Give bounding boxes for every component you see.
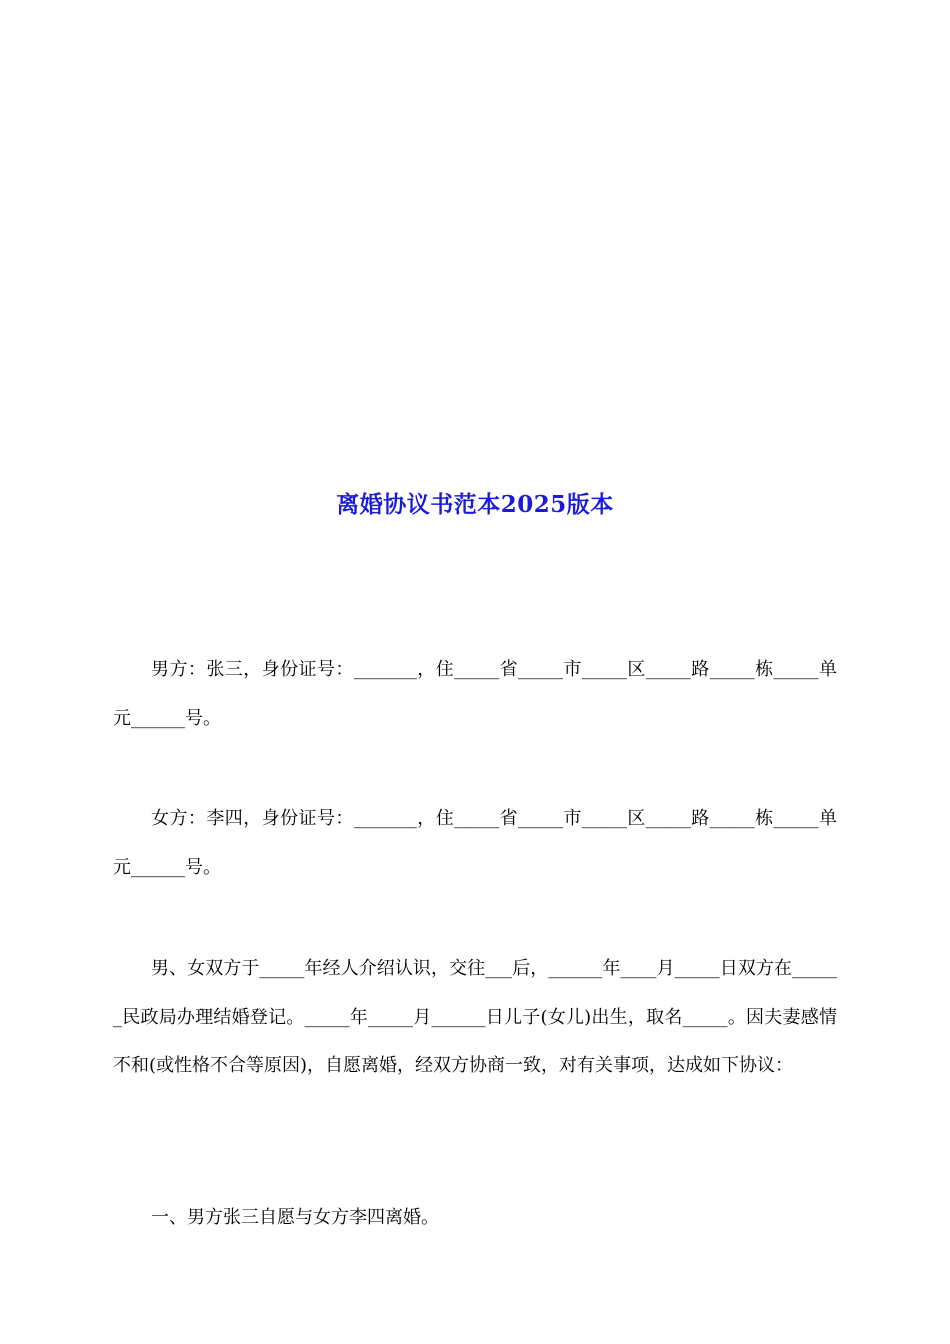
paragraph-male-party: 男方：张三，身份证号：_______，住_____省_____市_____区_____路_____栋_____单元______号。	[113, 659, 837, 729]
paragraph-marriage-background: 男、女双方于_____年经人介绍认识，交往___后，______年____月_____日双方在______民政局办理结婚登记。_____年_____月______日儿子(女儿)出生，取名_____。因夫妻感情不和(或性格不合等原因)，自愿离婚，经双方协商一致，对有关事项，达成如下协议：	[113, 958, 837, 1076]
paragraph-clause-one: 一、男方张三自愿与女方李四离婚。	[151, 1207, 439, 1228]
document-title: 离婚协议书范本2025版本	[336, 491, 614, 518]
paragraph-female-party: 女方：李四，身份证号：_______，住_____省_____市_____区_____路_____栋_____单元______号。	[113, 808, 837, 878]
